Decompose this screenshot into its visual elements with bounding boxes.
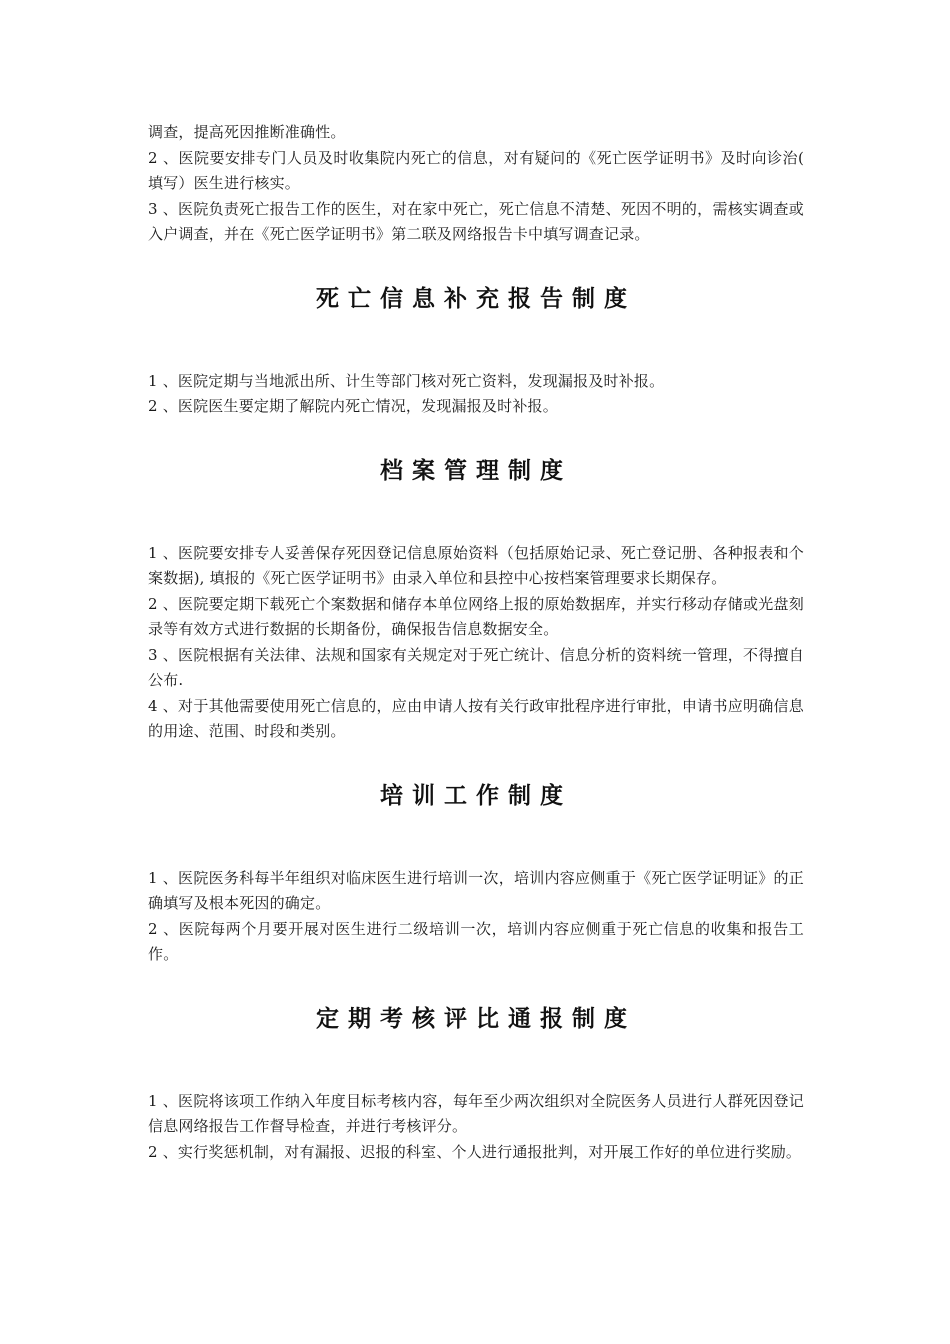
paragraph: 1 、医院定期与当地派出所、计生等部门核对死亡资料，发现漏报及时补报。 <box>148 371 665 390</box>
paragraph: 2 、医院要安排专门人员及时收集院内死亡的信息，对有疑问的《死亡医学证明书》及时向诊治( 填写）医生进行核实。 <box>148 148 820 192</box>
paragraph: 1 、医院要安排专人妥善保存死因登记信息原始资料（包括原始记录、死亡登记册、各种报表和个案数据), 填报的《死亡医学证明书》由录入单位和县控中心按档案管理要求长期保存。 <box>148 543 804 587</box>
section-heading: 培训工作制度 <box>380 782 572 809</box>
paragraph: 3 、医院根据有关法律、法规和国家有关规定对于死亡统计、信息分析的资料统一管理，不得擅自公布. <box>148 645 804 689</box>
document-page <box>148 120 820 1165</box>
paragraph: 2 、医院医生要定期了解院内死亡情况，发现漏报及时补报。 <box>148 397 558 415</box>
paragraph: 4 、对于其他需要使用死亡信息的，应由申请人按有关行政审批程序进行审批，申请书应明确信息的用途、范围、时段和类别。 <box>148 696 804 740</box>
section-heading: 死亡信息补充报告制度 <box>316 285 636 312</box>
paragraph: 调查，提高死因推断准确性。 <box>148 123 346 141</box>
paragraph: 3 、医院负责死亡报告工作的医生，对在家中死亡，死亡信息不清楚、死因不明的，需核实调查或入户调查，并在《死亡医学证明书》第二联及网络报告卡中填写调查记录。 <box>148 199 804 243</box>
paragraph: 1 、医院将该项工作纳入年度目标考核内容，每年至少两次组织对全院医务人员进行人群死因登记信息网络报告工作督导检查，并进行考核评分。 <box>148 1091 804 1135</box>
section-heading: 定期考核评比通报制度 <box>316 1005 636 1032</box>
paragraph: 2 、医院要定期下载死亡个案数据和储存本单位网络上报的原始数据库，并实行移动存储或光盘刻录等有效方式进行数据的长期备份，确保报告信息数据安全。 <box>148 594 804 638</box>
section-heading: 档案管理制度 <box>380 457 572 484</box>
section-continuation <box>148 120 820 248</box>
section-archive-management <box>148 420 804 745</box>
paragraph: 2 、医院每两个月要开展对医生进行二级培训一次，培训内容应侧重于死亡信息的收集和报告工作。 <box>148 919 804 963</box>
paragraph: 2 、实行奖惩机制，对有漏报、迟报的科室、个人进行通报批判，对开展工作好的单位进行奖励。 <box>148 1142 802 1161</box>
section-death-info-supplement <box>148 248 804 420</box>
paragraph: 1 、医院医务科每半年组织对临床医生进行培训一次，培训内容应侧重于《死亡医学证明证》的正确填写及根本死因的确定。 <box>148 868 804 912</box>
section-assessment <box>148 968 804 1166</box>
section-training <box>148 745 804 968</box>
